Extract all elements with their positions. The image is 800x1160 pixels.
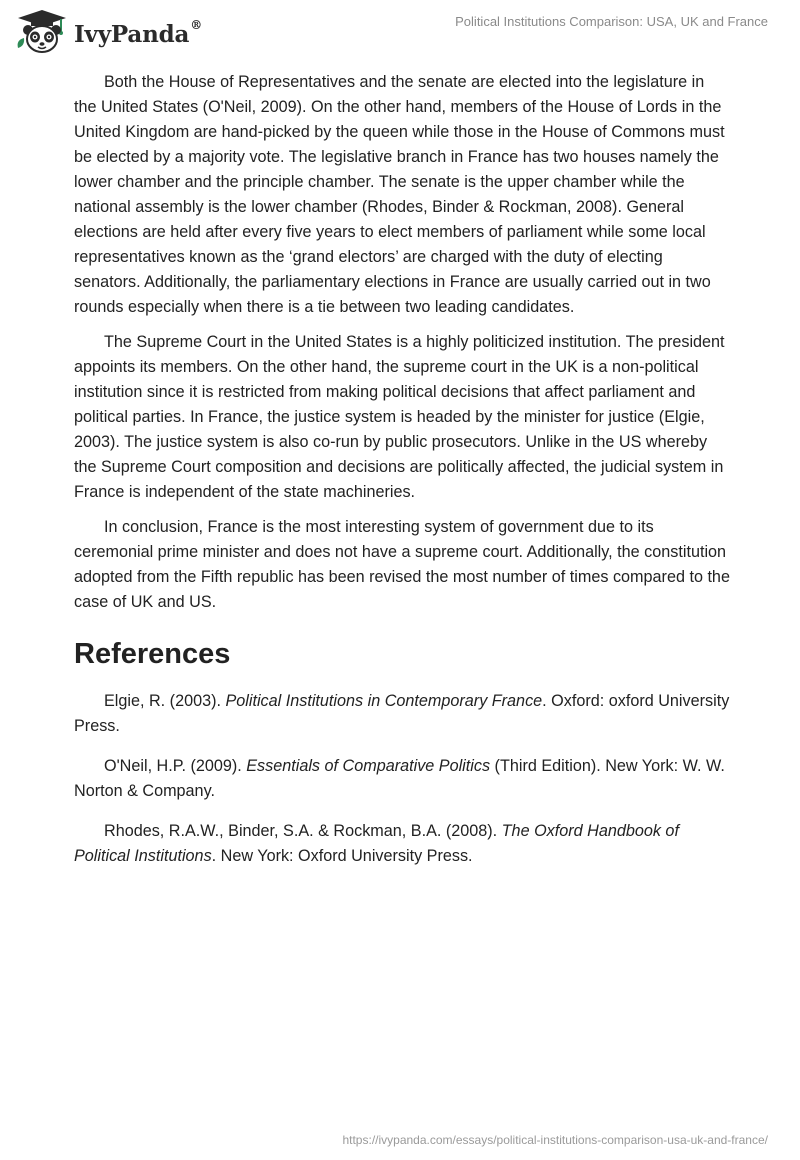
brand-name: IvyPanda® bbox=[74, 17, 202, 48]
document-title: Political Institutions Comparison: USA, UK and France bbox=[455, 14, 768, 29]
page-header bbox=[0, 0, 800, 60]
body-paragraph: Both the House of Representatives and the senate are elected into the legislature in the United States (O'Neil, 2009). On the other hand, members of the House of Lords in the United Kingdom are hand-picked by the queen while those in the House of Commons must be elected by a majority vote. The legislative branch in France has two houses namely the lower chamber and the principle chamber. The senate is the upper chamber while the national assembly is the lower chamber (Rhodes, Binder & Rockman, 2008). General elections are held after every five years to elect members of parliament while some local representatives known as the ‘grand electors’ are charged with the duty of electing senators. Additionally, the parliamentary elections in France are usually carried out in two rounds especially when there is a tie between two leading candidates. bbox=[74, 73, 725, 316]
reference-item: Elgie, R. (2003). Political Institutions in Contemporary France. Oxford: oxford University Press. bbox=[74, 692, 730, 735]
reference-title: Essentials of Comparative Politics bbox=[246, 757, 491, 775]
body-paragraph: In conclusion, France is the most interesting system of government due to its ceremonial prime minister and does not have a supreme court. Additionally, the constitution adopted from the Fifth republic has been revised the most number of times compared to the case of UK and US. bbox=[74, 518, 730, 611]
reference-item: Rhodes, R.A.W., Binder, S.A. & Rockman, B.A. (2008). The Oxford Handbook of Political Institutions. New York: Oxford University Press. bbox=[74, 822, 679, 865]
reference-title: Political Institutions in Contemporary France bbox=[225, 692, 543, 710]
references-heading: References bbox=[74, 638, 231, 670]
body-paragraph: The Supreme Court in the United States is a highly politicized institution. The president appoints its members. On the other hand, the supreme court in the UK is a non-political institution since it is restricted from making political decisions that affect parliament and political parties. In France, the justice system is headed by the minister for justice (Elgie, 2003). The justice system is also co-run by public prosecutors. Unlike in the US whereby the Supreme Court composition and decisions are politically affected, the judicial system in France is independent of the state machineries. bbox=[74, 333, 725, 501]
panda-graduate-icon bbox=[14, 8, 70, 56]
essay-content bbox=[74, 70, 730, 884]
source-url[interactable]: https://ivypanda.com/essays/political-institutions-comparison-usa-uk-and-france/ bbox=[342, 1133, 768, 1147]
reference-item: O'Neil, H.P. (2009). Essentials of Comparative Politics (Third Edition). New York: W. W. Norton & Company. bbox=[74, 757, 725, 800]
ivypanda-logo[interactable] bbox=[14, 8, 202, 56]
reference-title: The Oxford Handbook of Political Institutions bbox=[74, 822, 679, 865]
